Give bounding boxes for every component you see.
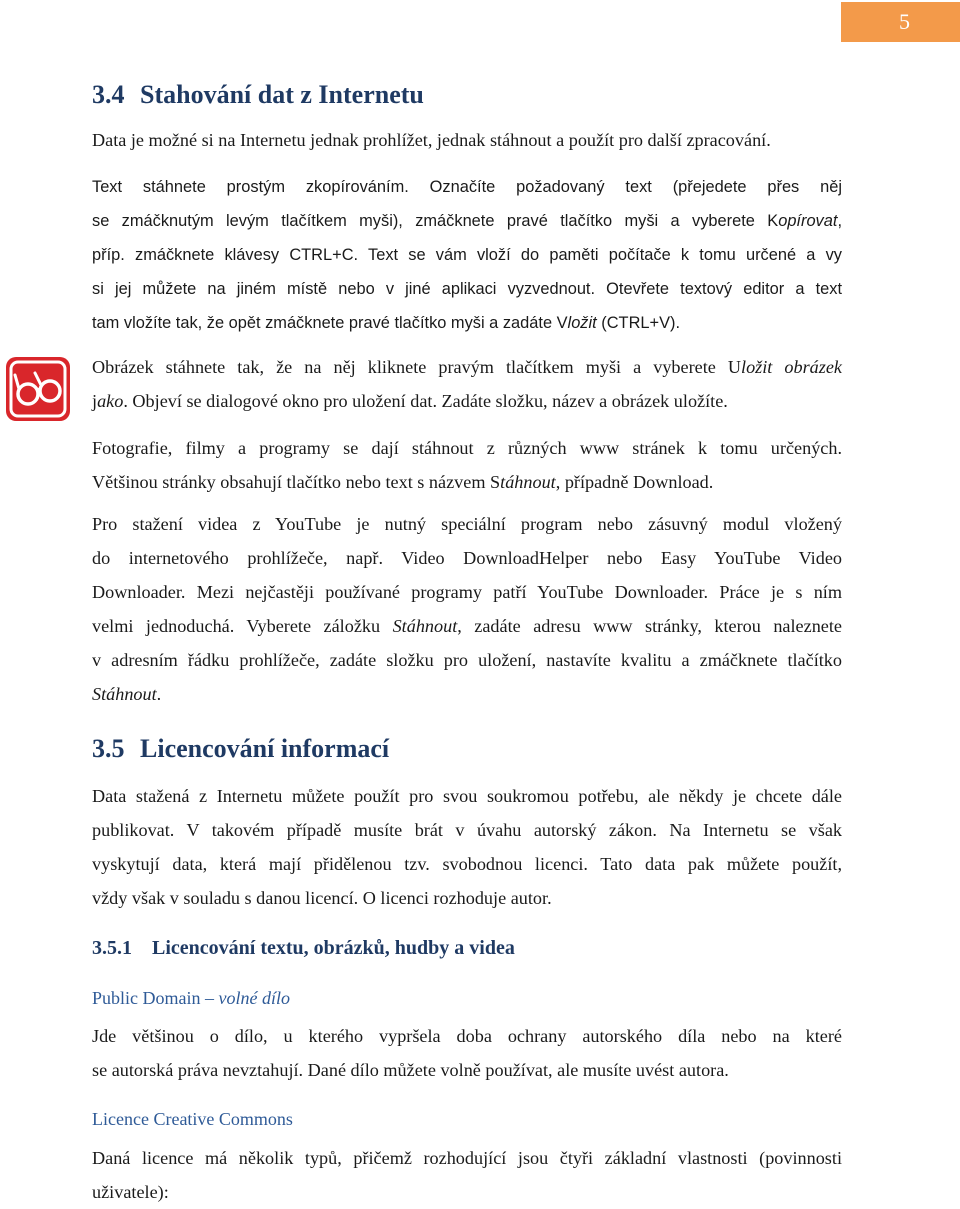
photo-download-paragraph: [92, 431, 842, 499]
creative-commons-paragraph: [92, 1141, 842, 1209]
glasses-icon: [4, 355, 72, 423]
section-heading-3-5-1: [92, 937, 515, 960]
public-domain-paragraph: [92, 1019, 842, 1087]
creative-commons-heading: Licence Creative Commons: [92, 1109, 293, 1129]
image-line-2: jako. Objeví se dialogové okno pro uložení dat. Zadáte složku, název a obrázek uložíte.: [92, 391, 728, 411]
text-download-paragraph: [92, 170, 842, 340]
youtube-line-6: Stáhnout.: [92, 684, 162, 704]
text-line-5: tam vložíte tak, že opět zmáčknete pravé tlačítko myši a zadáte Vložit (CTRL+V).: [92, 314, 681, 332]
section-number: 3.5: [92, 734, 125, 763]
text-line-1: Text stáhnete prostým zkopírováním. Označíte požadovaný text (přejedete přes něj: [92, 178, 842, 196]
licensing-line-1: Data stažená z Internetu můžete použít pro svou soukromou potřebu, ale někdy je chcete dále: [92, 786, 842, 806]
creative-commons-line-1: Daná licence má několik typů, přičemž rozhodující jsou čtyři základní vlastnosti (povinnosti: [92, 1148, 842, 1168]
youtube-line-2: do internetového prohlížeče, např. Video DownloadHelper nebo Easy YouTube Video: [92, 548, 842, 568]
section-title: Stahování dat z Internetu: [140, 80, 424, 109]
section-number: 3.4: [92, 80, 125, 109]
page-number-tab: [841, 2, 960, 42]
youtube-line-4: velmi jednoduchá. Vyberete záložku Stáhnout, zadáte adresu www stránky, kterou naleznete: [92, 616, 842, 636]
section-heading-3-4: [92, 80, 424, 110]
text-line-3: příp. zmáčknete klávesy CTRL+C. Text se vám vloží do paměti počítače k tomu určené a vy: [92, 246, 842, 264]
creative-commons-line-2: uživatele):: [92, 1182, 169, 1202]
photo-line-2: Většinou stránky obsahují tlačítko nebo text s názvem Stáhnout, případně Download.: [92, 472, 714, 492]
text-line-4: si jej můžete na jiném místě nebo v jiné aplikaci vyzvednout. Otevřete textový editor a text: [92, 280, 842, 298]
section-title: Licencování informací: [140, 734, 390, 763]
photo-line-1: Fotografie, filmy a programy se dají stáhnout z různých www stránek k tomu určených.: [92, 438, 842, 458]
intro-paragraph: [92, 123, 842, 157]
section-number: 3.5.1: [92, 937, 132, 959]
licensing-line-4: vždy však v souladu s danou licencí. O licenci rozhoduje autor.: [92, 888, 552, 908]
page-number: 5: [899, 9, 910, 34]
licensing-line-3: vyskytují data, která mají přidělenou tzv. svobodnou licenci. Tato data pak můžete použít,: [92, 854, 842, 874]
section-title: Licencování textu, obrázků, hudby a videa: [152, 937, 515, 959]
youtube-line-5: v adresním řádku prohlížeče, zadáte složku pro uložení, nastavíte kvalitu a zmáčknete tlačítko: [92, 650, 842, 670]
text-line-2: se zmáčknutým levým tlačítkem myši), zmáčknete pravé tlačítko myši a vyberete Kopírovat,: [92, 212, 842, 230]
public-domain-line-2: se autorská práva nevztahují. Dané dílo můžete volně používat, ale musíte uvést autora.: [92, 1060, 729, 1080]
youtube-line-3: Downloader. Mezi nejčastěji používané programy patří YouTube Downloader. Práce je s ním: [92, 582, 842, 602]
licensing-line-2: publikovat. V takovém případě musíte brát v úvahu autorský zákon. Na Internetu se však: [92, 820, 842, 840]
image-download-paragraph: [92, 350, 842, 418]
section-heading-3-5: [92, 734, 389, 764]
intro-line: Data je možné si na Internetu jednak prohlížet, jednak stáhnout a použít pro další zpracování.: [92, 130, 771, 150]
image-line-1: Obrázek stáhnete tak, že na něj kliknete pravým tlačítkem myši a vyberete Uložit obrázek: [92, 357, 842, 377]
licensing-paragraph: [92, 779, 842, 915]
public-domain-line-1: Jde většinou o dílo, u kterého vypršela doba ochrany autorského díla nebo na které: [92, 1026, 842, 1046]
public-domain-heading: Public Domain – volné dílo: [92, 988, 290, 1008]
youtube-paragraph: [92, 507, 842, 711]
youtube-line-1: Pro stažení videa z YouTube je nutný speciální program nebo zásuvný modul vložený: [92, 514, 842, 534]
